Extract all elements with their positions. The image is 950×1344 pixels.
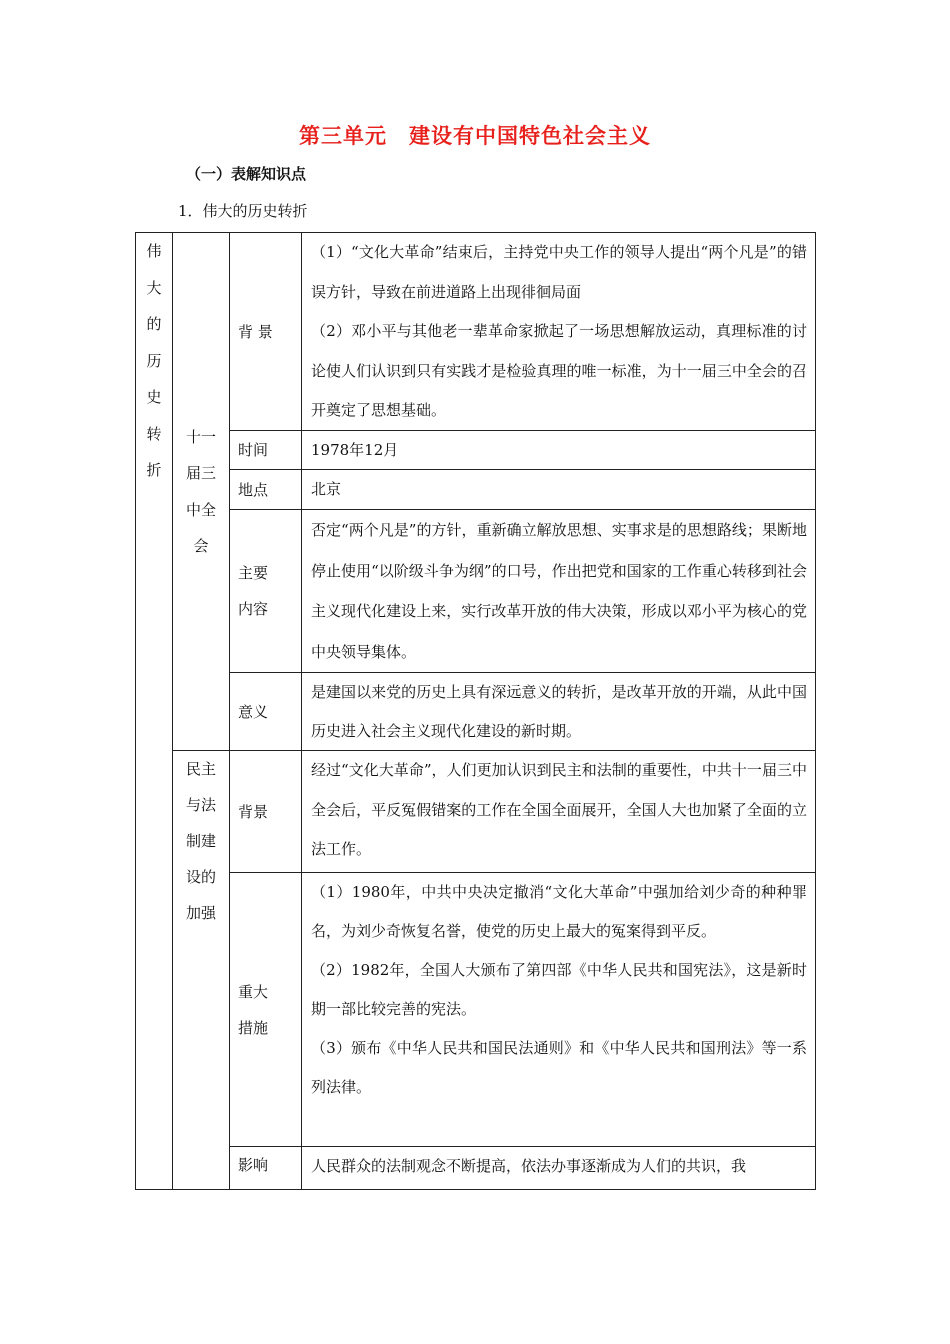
- g1-time-text-cell: [301, 430, 816, 470]
- g2-impact-label: 影响: [238, 1156, 269, 1174]
- group1-label: 十一届三中全会: [185, 427, 216, 555]
- g1-meaning-label-cell: [229, 672, 302, 751]
- unit-title: 第三单元 建设有中国特色社会主义: [299, 124, 651, 148]
- g1-content-text: 否定“两个凡是”的方针，重新确立解放思想、实事求是的思想路线；果断地停止使用“以阶级斗争为纲”的口号，作出把党和国家的工作重心转移到社会主义现代化建设上来，实行改革开放的伟大决策，形成以邓小平为核心的党中央领导集体。: [311, 521, 807, 661]
- g2-background-label: 背景: [238, 802, 269, 821]
- g1-meaning-text: 是建国以来党的历史上具有深远意义的转折，是改革开放的开端，从此中国历史进入社会主义现代化建设的新时期。: [311, 683, 807, 740]
- g1-place-label: 地点: [238, 480, 269, 499]
- knowledge-table: [135, 232, 816, 1190]
- g1-content-text-cell: [301, 509, 816, 673]
- g1-background-p1: （1）“文化大革命”结束后，主持党中央工作的领导人提出“两个凡是”的错误方针，导致在前进道路上出现徘徊局面: [311, 243, 807, 301]
- g2-background-label-cell: [229, 750, 302, 873]
- group2-label: 民主与法制建设的加强: [185, 760, 216, 922]
- col1-label: 伟大的历史转折: [146, 242, 162, 479]
- g2-measures-label: 重大措施: [238, 982, 269, 1037]
- g1-meaning-text-cell: [301, 672, 816, 751]
- g2-background-text: 经过“文化大革命”，人们更加认识到民主和法制的重要性，中共十一届三中全会后，平反冤假错案的工作在全国全面展开，全国人大也加紧了全面的立法工作。: [311, 761, 807, 858]
- g2-measures-label-cell: [229, 872, 302, 1147]
- g1-time-label: 时间: [238, 441, 269, 459]
- g2-measures-p1: （1）1980年，中共中央决定撤消“文化大革命”中强加给刘少奇的种种罪名，为刘少奇恢复名誉，使党的历史上最大的冤案得到平反。: [311, 883, 807, 940]
- g2-measures-p3: （3）颁布《中华人民共和国民法通则》和《中华人民共和国刑法》等一系列法律。: [311, 1039, 807, 1096]
- g2-impact-label-cell: [229, 1146, 302, 1190]
- g1-time-text: 1978年12月: [311, 441, 399, 459]
- g1-place-label-cell: [229, 469, 302, 510]
- g1-background-p2: （2）邓小平与其他老一辈革命家掀起了一场思想解放运动，真理标准的讨论使人们认识到只有实践才是检验真理的唯一标准，为十一届三中全会的召开奠定了思想基础。: [311, 322, 807, 419]
- g1-content-label: 主要内容: [238, 564, 269, 618]
- g1-background-text-cell: [301, 232, 816, 431]
- g1-meaning-label: 意义: [238, 702, 269, 721]
- section-title: 1．伟大的历史转折: [178, 202, 308, 220]
- g2-measures-text-cell: [301, 872, 816, 1147]
- g2-impact-text: 人民群众的法制观念不断提高，依法办事逐渐成为人们的共识，我: [311, 1157, 747, 1175]
- g1-time-label-cell: [229, 430, 302, 470]
- g1-background-label-cell: [229, 232, 302, 431]
- subheading: （一）表解知识点: [186, 165, 307, 183]
- g1-place-text-cell: [301, 469, 816, 510]
- col1-cell: [135, 232, 173, 1190]
- g1-content-label-cell: [229, 509, 302, 673]
- group1-cell: [172, 232, 230, 751]
- g1-place-text: 北京: [311, 480, 342, 498]
- g1-background-label: 背 景: [238, 322, 273, 341]
- g2-measures-p2: （2）1982年，全国人大颁布了第四部《中华人民共和国宪法》，这是新时期一部比较完善的宪法。: [311, 961, 807, 1018]
- group2-cell: [172, 750, 230, 1190]
- g2-background-text-cell: [301, 750, 816, 873]
- g2-impact-text-cell: [301, 1146, 816, 1190]
